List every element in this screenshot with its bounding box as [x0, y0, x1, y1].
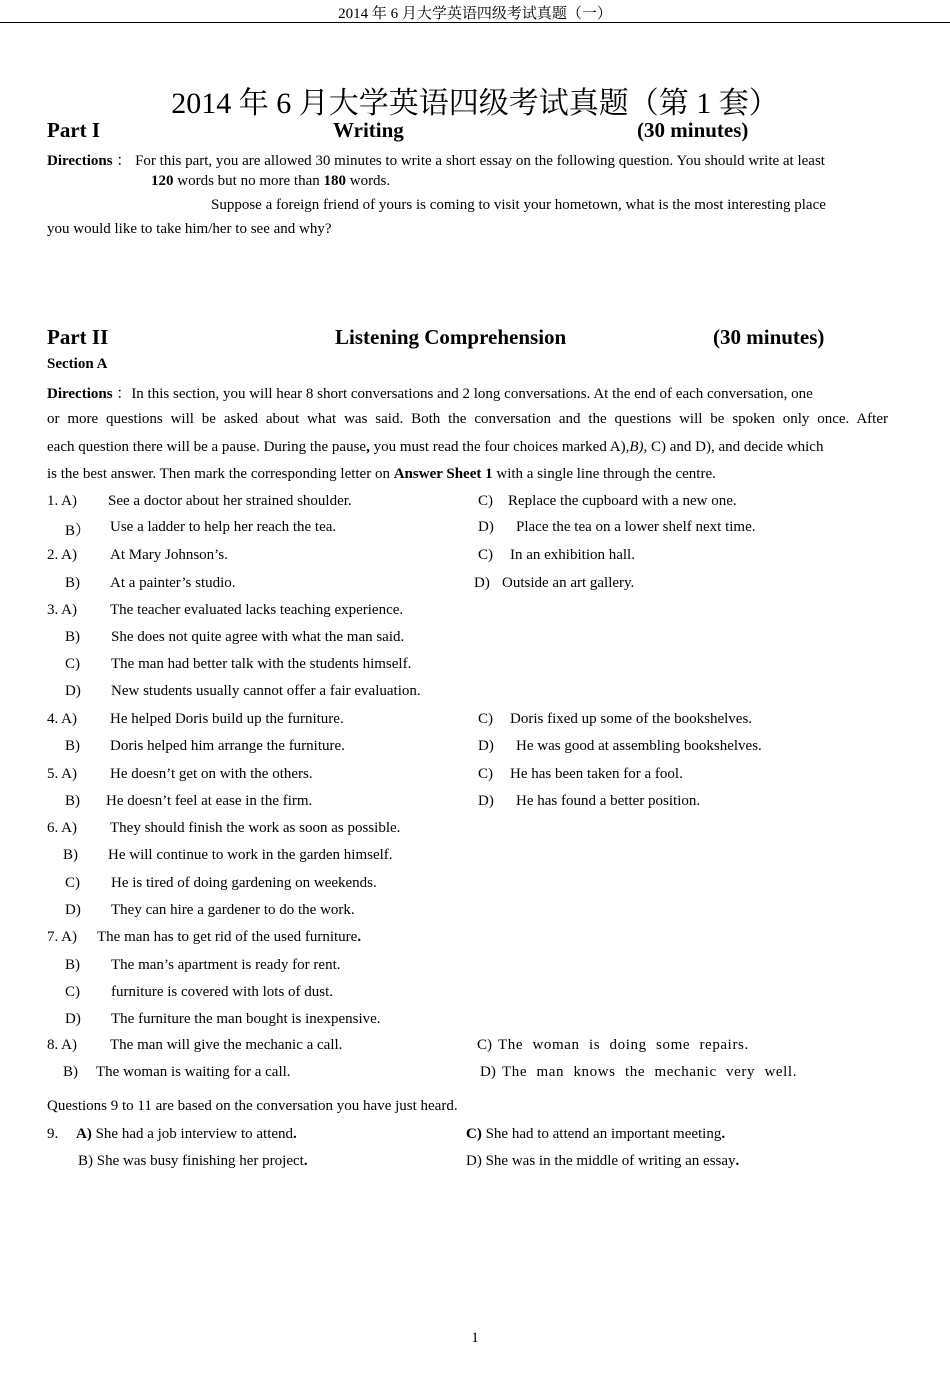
choice-a: The teacher evaluated lacks teaching experience. — [110, 602, 404, 618]
writing-prompt-line1: Suppose a foreign friend of yours is coming to visit your hometown, what is the most interesting place — [211, 197, 826, 213]
directions-text: In this section, you will hear 8 short conversations and 2 long conversations. At the end of each conversation, one — [131, 386, 813, 402]
directions-comma: , — [366, 439, 370, 455]
part1-time: (30 minutes) — [637, 118, 749, 142]
choice-a: He helped Doris build up the furniture. — [110, 711, 344, 727]
choice-c-text: The woman is doing some repairs — [498, 1037, 745, 1053]
part2-name: Listening Comprehension — [335, 325, 567, 349]
part2-label: Part II — [47, 325, 109, 349]
choice-b-period: . — [303, 1153, 308, 1169]
max-words: 180 — [323, 173, 346, 189]
choice-a: The man will give the mechanic a call. — [110, 1037, 343, 1053]
question-group-intro: Questions 9 to 11 are based on the conversation you have just heard. — [47, 1098, 458, 1114]
part1-directions-line2 — [151, 173, 390, 190]
question-number: 1. A) — [47, 493, 77, 509]
directions-choice: ,B), — [625, 439, 648, 455]
part1-label: Part I — [47, 118, 101, 142]
part2-directions-line2: or more questions will be asked about what was said. Both the conversation and the questions will be spoken only once. After — [47, 411, 888, 427]
choice-b: Doris helped him arrange the furniture. — [110, 738, 345, 754]
choice-d-period: . — [735, 1153, 740, 1169]
choice-d: They can hire a gardener to do the work. — [111, 902, 355, 918]
question-number: 6. A) — [47, 820, 77, 836]
choice-c-period: . — [721, 1126, 726, 1142]
choice-b-label: B) — [65, 575, 80, 591]
choice-a-period: . — [357, 929, 362, 945]
question-number: 8. A) — [47, 1037, 77, 1053]
choice-a: See a doctor about her strained shoulder. — [108, 493, 352, 509]
choice-b-label: B) — [65, 629, 80, 645]
directions-text: with a single line through the centre. — [492, 466, 716, 482]
question-number: 9. — [47, 1126, 59, 1142]
choice-d-label: D) — [65, 1011, 81, 1027]
choice-a-text: The man has to get rid of the used furniture — [97, 929, 358, 945]
directions-colon: ： — [116, 386, 132, 402]
choice-b — [78, 1153, 308, 1170]
page-number: 1 — [471, 1330, 479, 1346]
choice-d-label: D) — [65, 902, 81, 918]
choice-d: New students usually cannot offer a fair evaluation. — [111, 683, 421, 699]
part1-directions-line1 — [47, 149, 825, 170]
choice-b-label: B) — [65, 738, 80, 754]
choice-d-label: D) — [478, 738, 494, 754]
answer-sheet-label: Answer Sheet 1 — [393, 466, 493, 482]
choice-c-label: C) — [478, 547, 493, 563]
choice-d: Outside an art gallery. — [502, 575, 635, 591]
header-rule — [0, 22, 950, 23]
part2-directions-line3 — [47, 439, 823, 456]
choice-d: The furniture the man bought is inexpensive. — [111, 1011, 381, 1027]
choice-a: He doesn’t get on with the others. — [110, 766, 313, 782]
choice-c-label: C) — [478, 766, 493, 782]
choice-b: She does not quite agree with what the man said. — [111, 629, 405, 645]
directions-label: Directions — [47, 153, 113, 169]
choice-c-label: C) — [466, 1126, 482, 1142]
directions-text: words but no more than — [177, 173, 320, 189]
choice-a: They should finish the work as soon as possible. — [110, 820, 401, 836]
choice-c-text: She had to attend an important meeting — [481, 1126, 722, 1142]
choice-c: He is tired of doing gardening on weekends. — [111, 875, 377, 891]
choice-d: He has found a better position. — [516, 793, 701, 809]
choice-c-period: . — [744, 1037, 749, 1053]
choice-b-label: B) — [63, 1064, 78, 1080]
choice-c-label: C) — [65, 656, 80, 672]
choice-d: He was good at assembling bookshelves. — [516, 738, 762, 754]
choice-c-label: C) — [478, 493, 493, 509]
choice-d — [502, 1064, 797, 1081]
choice-c: In an exhibition hall. — [510, 547, 635, 563]
choice-c: He has been taken for a fool. — [510, 766, 683, 782]
choice-d-text: The man knows the mechanic very well — [502, 1064, 793, 1080]
choice-d-period: . — [792, 1064, 798, 1080]
choice-b-text: She was busy finishing her project — [93, 1153, 304, 1169]
choice-b: He will continue to work in the garden himself. — [108, 847, 393, 863]
choice-c-label: C) — [65, 984, 80, 1000]
choice-c-label: C) — [477, 1037, 492, 1053]
directions-text: you must read the four choices marked A) — [369, 439, 626, 455]
choice-b-label: B) — [65, 957, 80, 973]
directions-text: , and decide which — [711, 439, 824, 455]
question-number: 5. A) — [47, 766, 77, 782]
choice-a-text: She had a job interview to attend — [91, 1126, 294, 1142]
choice-c: The man had better talk with the students himself. — [111, 656, 412, 672]
directions-text: is the best answer. Then mark the corresponding letter on — [47, 466, 394, 482]
choice-a-label: A) — [76, 1126, 92, 1142]
choice-a-period: . — [293, 1126, 297, 1142]
choice-c: Replace the cupboard with a new one. — [508, 493, 737, 509]
choice-b: The woman is waiting for a call. — [96, 1064, 291, 1080]
choice-d-label: D) — [480, 1064, 496, 1080]
choice-c — [498, 1037, 749, 1054]
choice-b-label: B) — [63, 847, 78, 863]
choice-d-label: D) — [65, 683, 81, 699]
running-header: 2014 年 6 月大学英语四级考试真题（一） — [338, 6, 612, 22]
section-a-heading: Section A — [47, 356, 108, 372]
question-number: 7. A) — [47, 929, 77, 945]
choice-a — [97, 929, 361, 946]
directions-text: words. — [349, 173, 391, 189]
writing-prompt-line2: you would like to take him/her to see and why? — [47, 221, 332, 237]
directions-text: For this part, you are allowed 30 minutes to write a short essay on the following question. You should write at least — [135, 153, 825, 169]
choice-d — [466, 1153, 739, 1170]
part2-directions-line1 — [47, 382, 813, 403]
choice-c: Doris fixed up some of the bookshelves. — [510, 711, 753, 727]
choice-c-label: C) — [65, 875, 80, 891]
choice-c-label: C) — [478, 711, 493, 727]
choice-d-label: D) — [466, 1153, 482, 1169]
part1-name: Writing — [333, 118, 404, 142]
directions-text: each question there will be a pause. During the pause — [47, 439, 367, 455]
page-title: 2014 年 6 月大学英语四级考试真题（第 1 套） — [171, 87, 779, 120]
choice-d-label: D) — [478, 793, 494, 809]
choice-c: furniture is covered with lots of dust. — [111, 984, 334, 1000]
choice-b: Use a ladder to help her reach the tea. — [110, 519, 337, 535]
directions-text: C) and D) — [647, 439, 711, 455]
choice-d-label: D) — [478, 519, 494, 535]
part2-directions-line4 — [47, 466, 716, 483]
directions-colon: ： — [116, 153, 132, 169]
choice-b: The man’s apartment is ready for rent. — [111, 957, 341, 973]
choice-b-label: B） — [65, 523, 91, 539]
choice-b-label: B) — [78, 1153, 93, 1169]
choice-c — [466, 1126, 725, 1143]
question-number: 4. A) — [47, 711, 77, 727]
choice-a — [76, 1126, 297, 1143]
question-number: 3. A) — [47, 602, 77, 618]
question-number: 2. A) — [47, 547, 77, 563]
choice-d: Place the tea on a lower shelf next time. — [516, 519, 756, 535]
min-words: 120 — [151, 173, 174, 189]
choice-b: He doesn’t feel at ease in the firm. — [106, 793, 313, 809]
choice-b: At a painter’s studio. — [110, 575, 236, 591]
choice-d-label: D) — [474, 575, 490, 591]
choice-d-text: She was in the middle of writing an essay — [481, 1153, 736, 1169]
choice-b-label: B) — [65, 793, 80, 809]
part2-time: (30 minutes) — [713, 325, 825, 349]
directions-label: Directions — [47, 386, 113, 402]
choice-a: At Mary Johnson’s. — [110, 547, 228, 563]
